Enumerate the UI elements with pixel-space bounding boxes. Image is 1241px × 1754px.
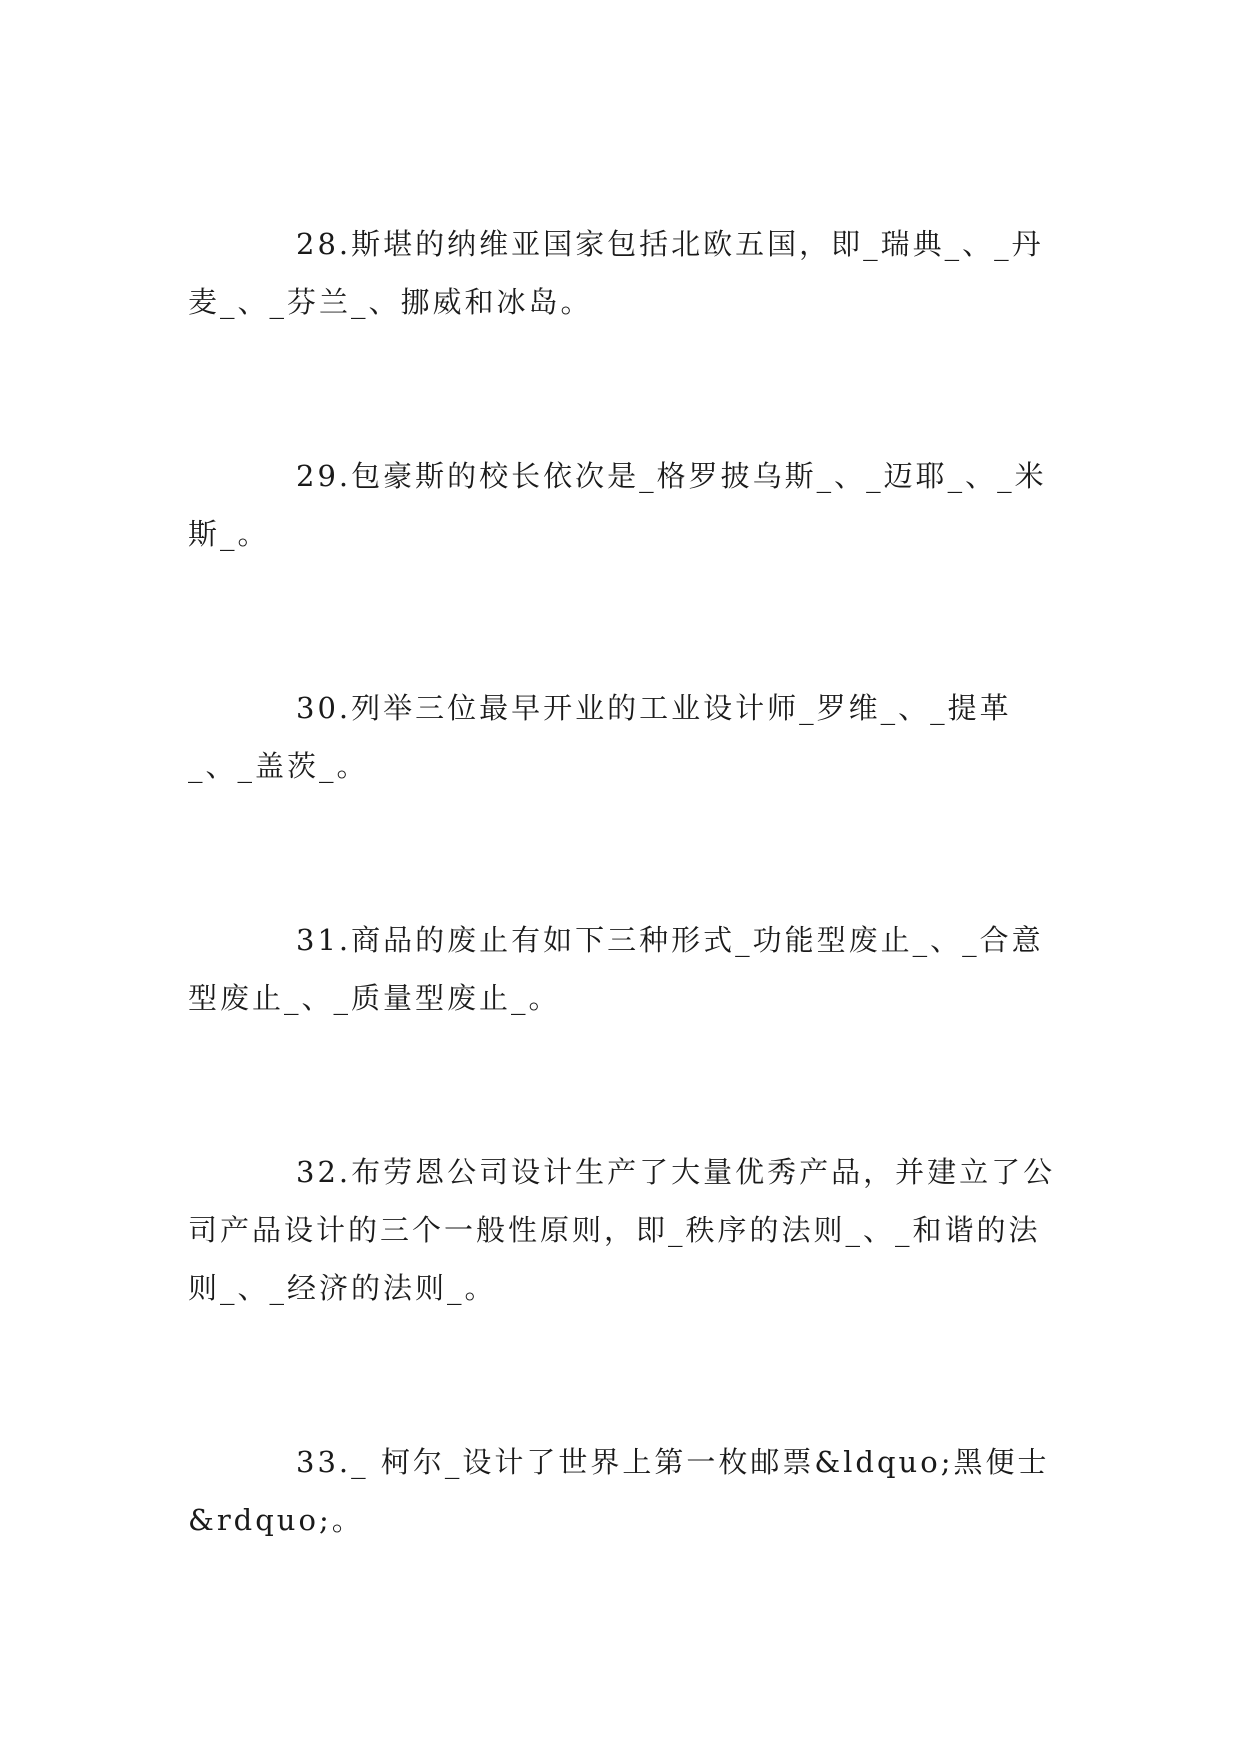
question-32: 32.布劳恩公司设计生产了大量优秀产品，并建立了公司产品设计的三个一般性原则，即_秩序的法则_、_和谐的法则_、_经济的法则_。 xyxy=(188,1155,1056,1305)
question-28: 28.斯堪的纳维亚国家包括北欧五国，即_瑞典_、_丹麦_、_芬兰_、挪威和冰岛。 xyxy=(188,227,1044,319)
question-33: 33._ 柯尔_设计了世界上第一枚邮票&ldquo;黑便士&rdquo;。 xyxy=(188,1445,1050,1537)
question-31: 31.商品的废止有如下三种形式_功能型废止_、_合意型废止_、_质量型废止_。 xyxy=(188,923,1044,1015)
question-29: 29.包豪斯的校长依次是_格罗披乌斯_、_迈耶_、_米斯_。 xyxy=(188,459,1047,551)
question-30: 30.列举三位最早开业的工业设计师_罗维_、_提革_、_盖茨_。 xyxy=(188,691,1012,783)
